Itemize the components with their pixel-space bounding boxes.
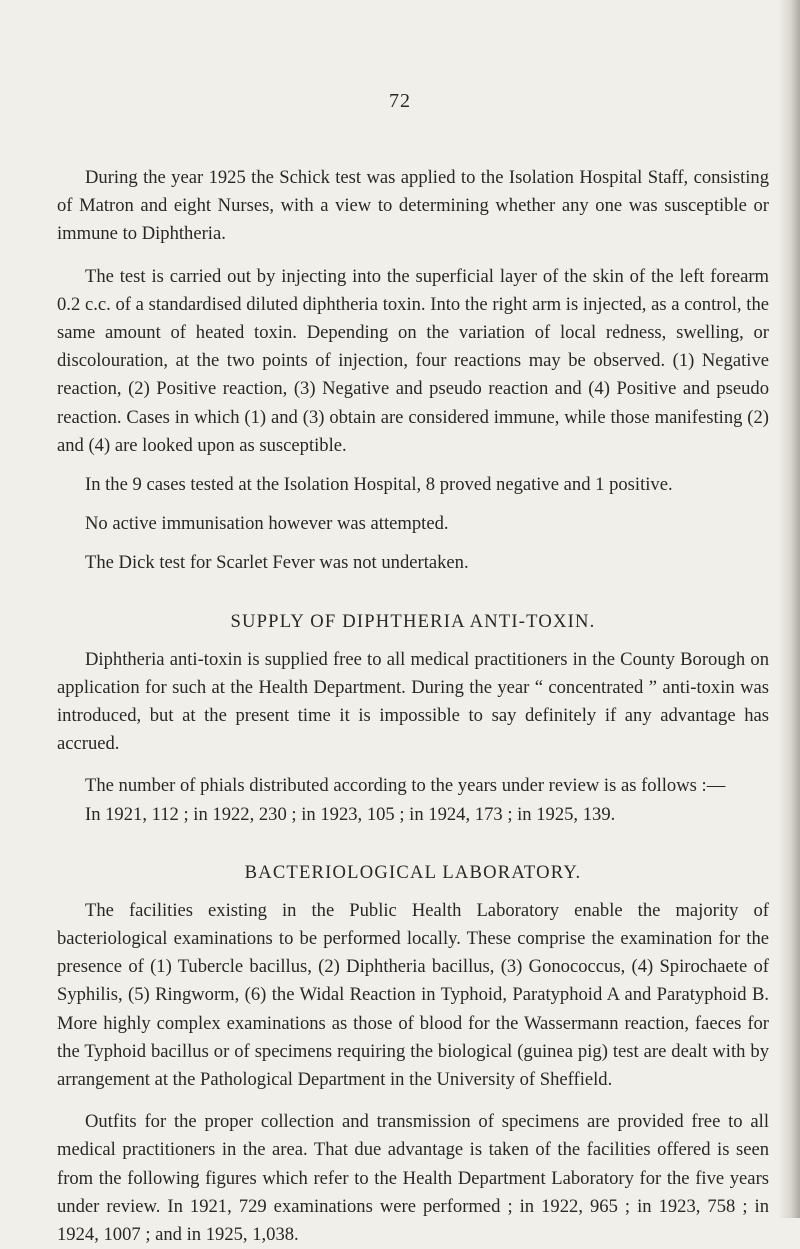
paragraph-antitoxin-supply: Diphtheria anti-toxin is supplied free to all medical practitioners in the County Borough on application for such at the Health Department. During the year “ concentrated ” anti-toxin was introduced, but at the present time it is impossible to say definitely if any advantage has accrued. [57, 648, 769, 755]
page-edge-shadow [778, 0, 800, 1218]
paragraph-test-method: The test is carried out by injecting into the superficial layer of the skin of the left forearm 0.2 c.c. of a standardised diluted diphtheria toxin. Into the right arm is injected, as a control, the same amount of heated toxin. Depending on the variation of local redness, swelling, or discolouration, at the two points of injection, four reactions may be observed. (1) Negative reaction, (2) Positive reaction, (3) Negative and pseudo reaction and (4) Positive and pseudo reaction. Cases in which (1) and (3) obtain are considered immune, while those manifesting (2) and (4) are looked upon as susceptible. [57, 265, 769, 456]
paragraph-dick-test: The Dick test for Scarlet Fever was not undertaken. [85, 552, 469, 574]
paragraph-schick-test: During the year 1925 the Schick test was applied to the Isolation Hospital Staff, consisting of Matron and eight Nurses, with a view to determining whether any one was susceptible or immune to Diphtheria. [57, 167, 769, 245]
paragraph-cases-tested: In the 9 cases tested at the Isolation Hospital, 8 proved negative and 1 positive. [85, 474, 673, 496]
paragraph-immunisation: No active immunisation however was attempted. [85, 513, 449, 535]
page-number: 72 [389, 90, 411, 112]
paragraph-laboratory-facilities: The facilities existing in the Public Health Laboratory enable the majority of bacteriological examinations to be performed locally. These comprise the examination for the presence of (1) Tubercle bacillus, (2) Diphtheria bacillus, (3) Gonococcus, (4) Spirochaete of Syphilis, (5) Ringworm, (6) the Widal Reaction in Typhoid, Paratyphoid A and Paratyphoid B. More highly complex examinations as those of blood for the Wassermann reaction, faeces for the Typhoid bacillus or of specimens requiring the biological (guinea pig) test are dealt with by arrangement at the Pathological Department in the University of Sheffield. [57, 899, 769, 1091]
document-body [57, 164, 769, 1249]
heading-bacteriological-laboratory: BACTERIOLOGICAL LABORATORY. [244, 861, 582, 883]
paragraph-outfits-figures: Outfits for the proper collection and transmission of specimens are provided free to all medical practitioners in the area. That due advantage is taken of the facilities offered is seen from the following figures which refer to the Health Department Laboratory for the five years under review. In 1921, 729 examinations were performed ; in 1922, 965 ; in 1923, 758 ; in 1924, 1007 ; and in 1925, 1,038. [57, 1111, 769, 1246]
heading-supply-antitoxin: SUPPLY OF DIPHTHERIA ANTI-TOXIN. [230, 610, 596, 632]
paragraph-phials-figures: In 1921, 112 ; in 1922, 230 ; in 1923, 105 ; in 1924, 173 ; in 1925, 139. [85, 803, 616, 825]
paragraph-phials-intro: The number of phials distributed according to the years under review is as follows :— [85, 775, 726, 797]
